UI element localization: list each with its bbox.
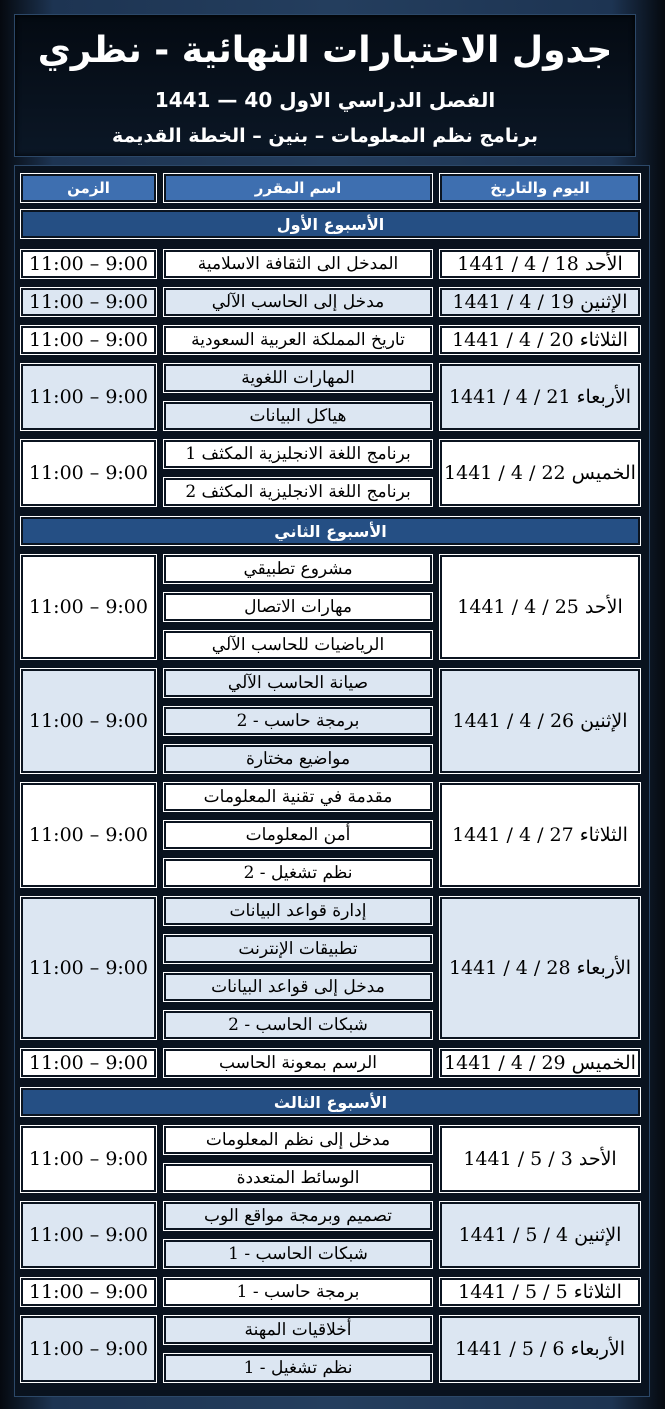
exam-time: 11:00 – 9:00 <box>21 1278 156 1306</box>
course-name: مقدمة في تقنية المعلومات <box>164 783 432 811</box>
page-header <box>14 14 636 157</box>
exam-time: 11:00 – 9:00 <box>21 364 156 430</box>
semester-subtitle: الفصل الدراسي الاول 40 — 1441 <box>154 88 496 112</box>
course-name: الرياضيات للحاسب الآلي <box>164 631 432 659</box>
course-name: شبكات الحاسب - 2 <box>164 1011 432 1039</box>
exam-time: 11:00 – 9:00 <box>21 555 156 659</box>
exam-date: الإثنين 19 / 4 / 1441 <box>440 288 640 316</box>
course-name: مدخل إلى قواعد البيانات <box>164 973 432 1001</box>
course-name: تطبيقات الإنترنت <box>164 935 432 963</box>
page-title: جدول الاختبارات النهائية - نظري <box>37 30 613 71</box>
exam-date: الأربعاء 28 / 4 / 1441 <box>440 897 640 1039</box>
exam-date: الأربعاء 21 / 4 / 1441 <box>440 364 640 430</box>
course-name: شبكات الحاسب - 1 <box>164 1240 432 1268</box>
course-name: برنامج اللغة الانجليزية المكثف 2 <box>164 478 432 506</box>
exam-time: 11:00 – 9:00 <box>21 288 156 316</box>
exam-time: 11:00 – 9:00 <box>21 250 156 278</box>
course-name: هياكل البيانات <box>164 402 432 430</box>
course-name: صيانة الحاسب الآلي <box>164 669 432 697</box>
exam-date: الثلاثاء 20 / 4 / 1441 <box>440 326 640 354</box>
course-name: تاريخ المملكة العربية السعودية <box>164 326 432 354</box>
column-header-date: اليوم والتاريخ <box>440 174 640 202</box>
column-header-time: الزمن <box>21 174 156 202</box>
course-name: مهارات الاتصال <box>164 593 432 621</box>
program-subtitle: برنامج نظم المعلومات – بنين – الخطة القديمة <box>111 125 539 147</box>
course-name: برمجة حاسب - 2 <box>164 707 432 735</box>
course-name: المهارات اللغوية <box>164 364 432 392</box>
week-bar: الأسبوع الثاني <box>21 517 640 545</box>
exam-time: 11:00 – 9:00 <box>21 783 156 887</box>
exam-date: الإثنين 26 / 4 / 1441 <box>440 669 640 773</box>
exam-time: 11:00 – 9:00 <box>21 897 156 1039</box>
course-name: تصميم وبرمجة مواقع الوب <box>164 1202 432 1230</box>
week-bar: الأسبوع الثالث <box>21 1088 640 1116</box>
course-name: برمجة حاسب - 1 <box>164 1278 432 1306</box>
exam-time: 11:00 – 9:00 <box>21 1202 156 1268</box>
exam-date: الإثنين 4 / 5 / 1441 <box>440 1202 640 1268</box>
exam-time: 11:00 – 9:00 <box>21 326 156 354</box>
course-name: مشروع تطبيقي <box>164 555 432 583</box>
course-name: برنامج اللغة الانجليزية المكثف 1 <box>164 440 432 468</box>
course-name: أخلاقيات المهنة <box>164 1316 432 1344</box>
exam-date: الأحد 3 / 5 / 1441 <box>440 1126 640 1192</box>
exam-time: 11:00 – 9:00 <box>21 669 156 773</box>
course-name: إدارة قواعد البيانات <box>164 897 432 925</box>
course-name: الرسم بمعونة الحاسب <box>164 1049 432 1077</box>
exam-time: 11:00 – 9:00 <box>21 440 156 506</box>
schedule-table <box>14 165 650 1397</box>
course-name: نظم تشغيل - 2 <box>164 859 432 887</box>
exam-time: 11:00 – 9:00 <box>21 1126 156 1192</box>
exam-date: الأحد 18 / 4 / 1441 <box>440 250 640 278</box>
exam-date: الأربعاء 6 / 5 / 1441 <box>440 1316 640 1382</box>
exam-date: الثلاثاء 5 / 5 / 1441 <box>440 1278 640 1306</box>
course-name: مدخل إلى نظم المعلومات <box>164 1126 432 1154</box>
course-name: مدخل إلى الحاسب الآلي <box>164 288 432 316</box>
exam-date: الخميس 22 / 4 / 1441 <box>440 440 640 506</box>
course-name: الوسائط المتعددة <box>164 1164 432 1192</box>
exam-time: 11:00 – 9:00 <box>21 1316 156 1382</box>
course-name: مواضيع مختارة <box>164 745 432 773</box>
exam-date: الخميس 29 / 4 / 1441 <box>440 1049 640 1077</box>
week-bar: الأسبوع الأول <box>21 210 640 238</box>
exam-date: الثلاثاء 27 / 4 / 1441 <box>440 783 640 887</box>
column-header-course: اسم المقرر <box>164 174 432 202</box>
exam-date: الأحد 25 / 4 / 1441 <box>440 555 640 659</box>
course-name: نظم تشغيل - 1 <box>164 1354 432 1382</box>
course-name: المدخل الى الثقافة الاسلامية <box>164 250 432 278</box>
exam-time: 11:00 – 9:00 <box>21 1049 156 1077</box>
course-name: أمن المعلومات <box>164 821 432 849</box>
